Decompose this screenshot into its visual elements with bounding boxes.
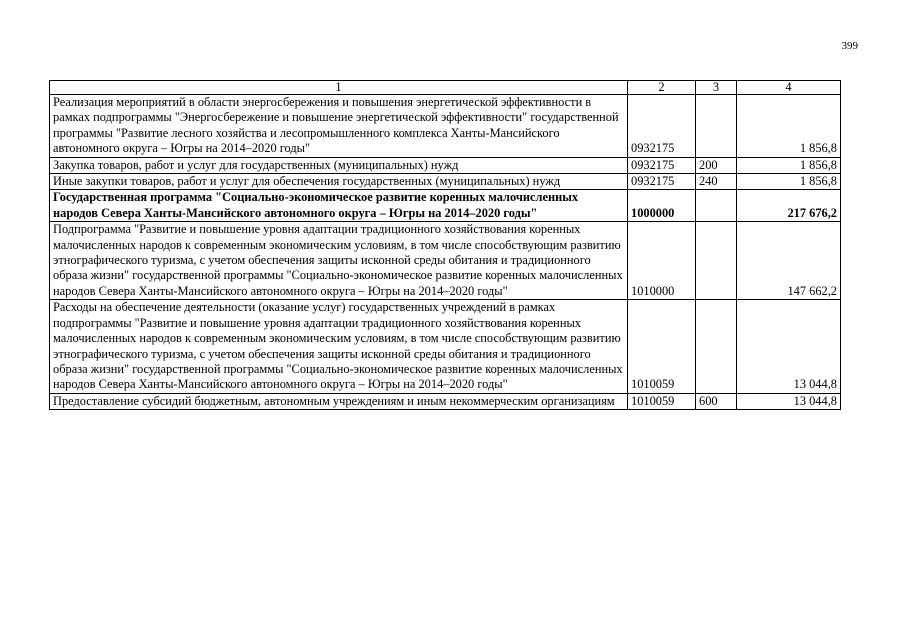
row-type (696, 300, 737, 393)
table-row (50, 157, 841, 173)
row-type: 200 (696, 157, 737, 173)
row-name: Государственная программа "Социально-экономическое развитие коренных малочисленных народов Севера Ханты-Мансийского автономного округа – Югры на 2014–2020 годы" (50, 190, 628, 222)
row-name: Закупка товаров, работ и услуг для государственных (муниципальных) нужд (50, 157, 628, 173)
row-amount: 217 676,2 (737, 190, 841, 222)
table-row-program (50, 190, 841, 222)
row-amount: 13 044,8 (737, 300, 841, 393)
row-name: Реализация мероприятий в области энергосбережения и повышения энергетической эффективности в рамках подпрограммы "Энергосбережение и повышение энергетической эффективности" государственной программы "Развитие лесного хозяйства и лесопромышленного комплекса Ханты-Мансийского автономного округа – Югры на 2014–2020 годы" (50, 95, 628, 158)
column-header-type: 3 (696, 81, 737, 95)
row-amount: 147 662,2 (737, 222, 841, 300)
row-code: 0932175 (628, 95, 696, 158)
table-row (50, 300, 841, 393)
row-code: 1000000 (628, 190, 696, 222)
row-type: 600 (696, 393, 737, 409)
row-code: 1010059 (628, 393, 696, 409)
table-header-row (50, 81, 841, 95)
row-amount: 1 856,8 (737, 95, 841, 158)
table-row (50, 393, 841, 409)
page-number: 399 (841, 40, 858, 52)
row-code: 1010059 (628, 300, 696, 393)
table-row (50, 222, 841, 300)
row-code: 0932175 (628, 174, 696, 190)
row-type (696, 222, 737, 300)
row-name: Подпрограмма "Развитие и повышение уровня адаптации традиционного хозяйствования коренных малочисленных народов к современным экономическим условиям, в том числе способствующим развитию этнографического туризма, с учетом обеспечения защиты исконной среды обитания и традиционного образа жизни" государственной программы "Социально-экономическое развитие коренных малочисленных народов Севера Ханты-Мансийского автономного округа – Югры на 2014–2020 годы" (50, 222, 628, 300)
row-name: Иные закупки товаров, работ и услуг для обеспечения государственных (муниципальных) нужд (50, 174, 628, 190)
column-header-name: 1 (50, 81, 628, 95)
row-type: 240 (696, 174, 737, 190)
table-row (50, 95, 841, 158)
column-header-amount: 4 (737, 81, 841, 95)
row-amount: 1 856,8 (737, 157, 841, 173)
row-type (696, 190, 737, 222)
row-amount: 1 856,8 (737, 174, 841, 190)
row-name: Расходы на обеспечение деятельности (оказание услуг) государственных учреждений в рамках подпрограммы "Развитие и повышение уровня адаптации традиционного хозяйствования коренных малочисленных народов к современным экономическим условиям, в том числе способствующим развитию этнографического туризма, с учетом обеспечения защиты исконной среды обитания и традиционного образа жизни" государственной программы "Социально-экономическое развитие коренных малочисленных народов Севера Ханты-Мансийского автономного округа – Югры на 2014–2020 годы" (50, 300, 628, 393)
budget-table (49, 80, 841, 410)
row-amount: 13 044,8 (737, 393, 841, 409)
column-header-code: 2 (628, 81, 696, 95)
row-name: Предоставление субсидий бюджетным, автономным учреждениям и иным некоммерческим организациям (50, 393, 628, 409)
row-type (696, 95, 737, 158)
row-code: 1010000 (628, 222, 696, 300)
table-row (50, 174, 841, 190)
row-code: 0932175 (628, 157, 696, 173)
